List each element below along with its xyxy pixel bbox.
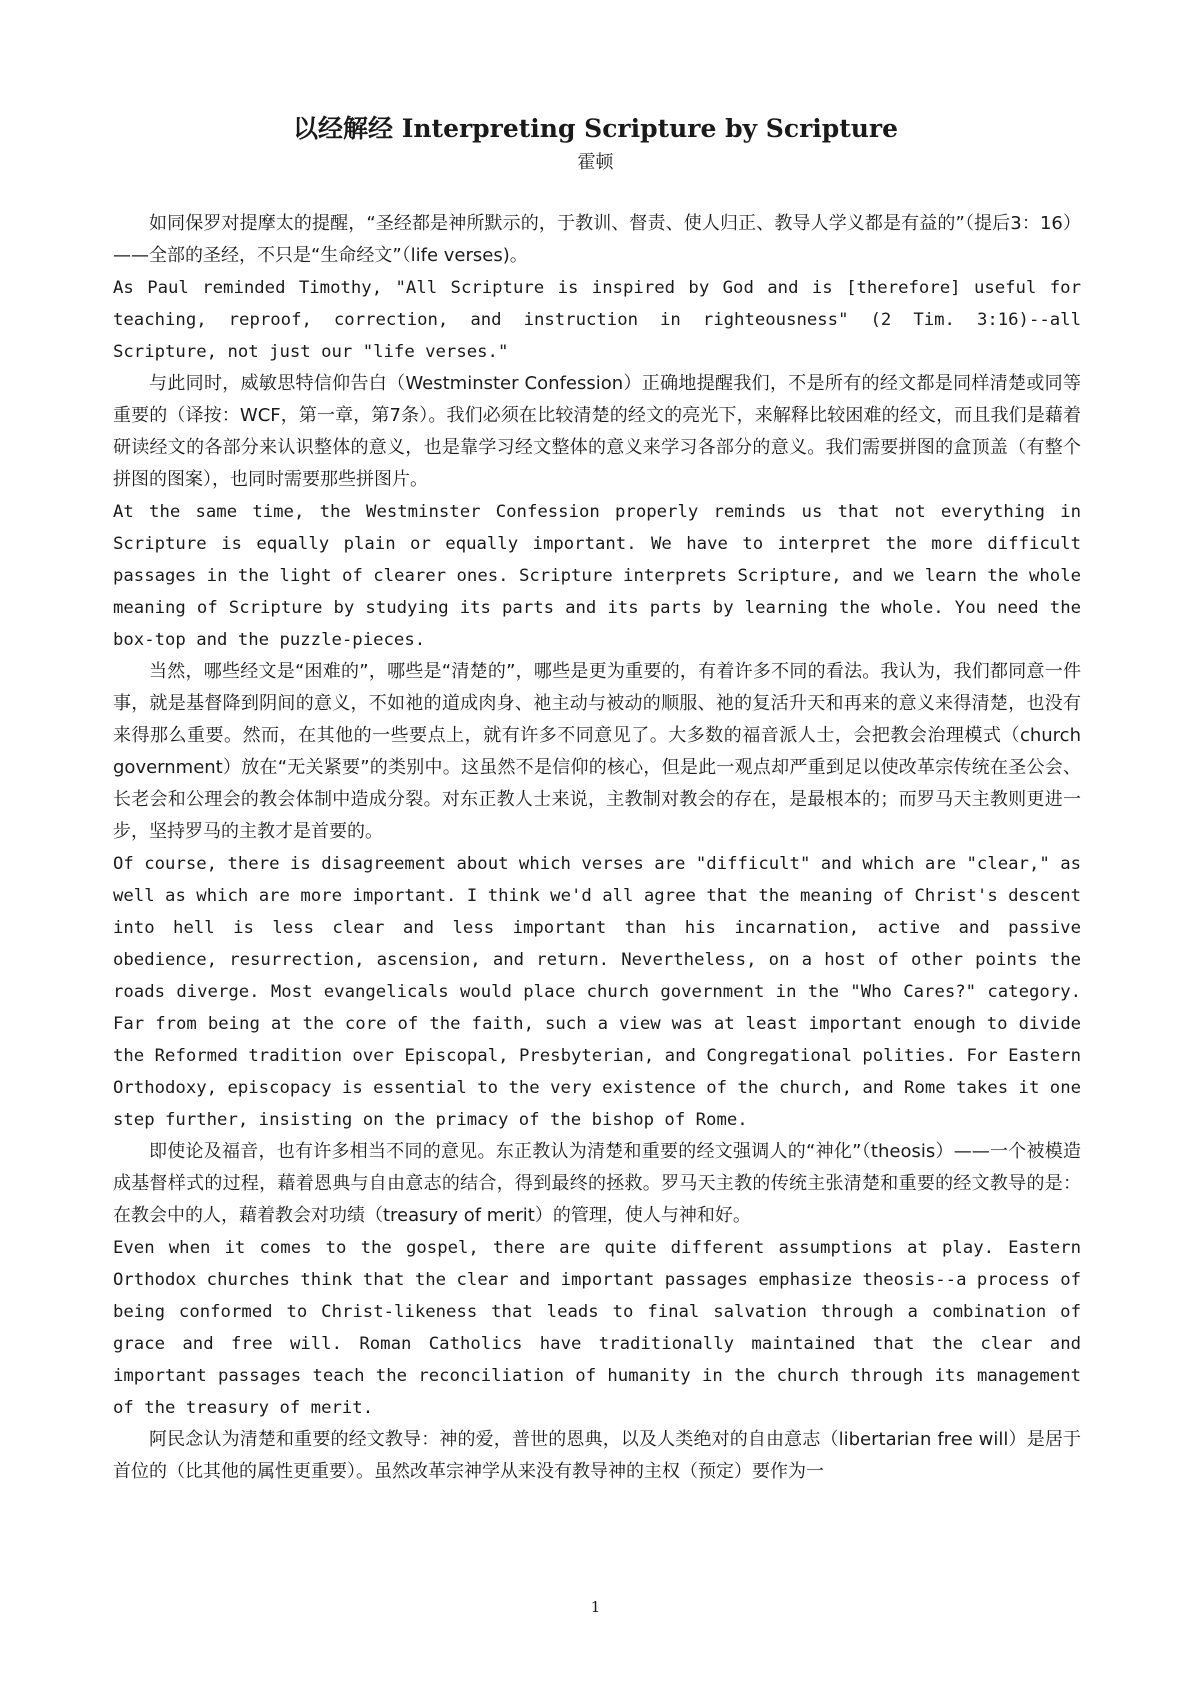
paragraph-chinese: 当然，哪些经文是“困难的”，哪些是“清楚的”，哪些是更为重要的，有着许多不同的看法。我认为，我们都同意一件事，就是基督降到阴间的意义，不如祂的道成肉身、祂主动与被动的顺服、祂的复活升天和再来的意义来得清楚，也没有来得那么重要。然而，在其他的一些要点上，就有许多不同意见了。大多数的福音派人士，会把教会治理模式（church government）放在“无关紧要”的类别中。这虽然不是信仰的核心，但是此一观点却严重到足以使改革宗传统在圣公会、长老会和公理会的教会体制中造成分裂。对东正教人士来说，主教制对教会的存在，是最根本的；而罗马天主教则更进一步，坚持罗马的主教才是首要的。 [113,661,1081,842]
paragraph-english: At the same time, the Westminster Confession properly reminds us that not everything in Scripture is equally plain or equally important. We have to interpret the more difficult passages in the light of clearer ones. Scripture interprets Scripture, and we learn the whole meaning of Scripture by studying its parts and its parts by learning the whole. You need the box-top and the puzzle-pieces. [113,502,1081,650]
paragraph-chinese: 如同保罗对提摩太的提醒，“圣经都是神所默示的，于教训、督责、使人归正、教导人学义都是有益的”（提后3：16）——全部的圣经，不只是“生命经文”（life verses)。 [113,213,1081,266]
paragraph-chinese: 即使论及福音，也有许多相当不同的意见。东正教认为清楚和重要的经文强调人的“神化”（theosis）——一个被模造成基督样式的过程，藉着恩典与自由意志的结合，得到最终的拯救。罗马天主教的传统主张清楚和重要的经文教导的是：在教会中的人，藉着教会对功绩（treasury of merit）的管理，使人与神和好。 [113,1141,1081,1226]
document-header [0,112,1191,176]
document-body [113,208,1081,1488]
paragraph-chinese: 与此同时，威敏思特信仰告白（Westminster Confession）正确地提醒我们，不是所有的经文都是同样清楚或同等重要的（译按：WCF，第一章，第7条）。我们必须在比较清楚的经文的亮光下，来解释比较困难的经文，而且我们是藉着研读经文的各部分来认识整体的意义，也是靠学习经文整体的意义来学习各部分的意义。我们需要拼图的盒顶盖（有整个拼图的图案），也同时需要那些拼图片。 [113,373,1081,490]
paragraph-english: As Paul reminded Timothy, "All Scripture is inspired by God and is [therefore] useful for teaching, reproof, correction, and instruction in righteousness" (2 Tim. 3:16)--all Scripture, not just our "life verses." [113,278,1081,362]
document-title: 以经解经 Interpreting Scripture by Scripture [292,114,899,143]
page-number: 1 [590,1598,601,1616]
paragraph-english: Even when it comes to the gospel, there are quite different assumptions at play. Eastern Orthodox churches think that the clear and important passages emphasize theosis--a process of being conformed to Christ-likeness that leads to final salvation through a combination of grace and free will. Roman Catholics have traditionally maintained that the clear and important passages teach the reconciliation of humanity in the church through its management of the treasury of merit. [113,1238,1081,1418]
document-author: 霍顿 [577,152,614,173]
paragraph-chinese: 阿民念认为清楚和重要的经文教导：神的爱，普世的恩典，以及人类绝对的自由意志（libertarian free will）是居于首位的（比其他的属性更重要）。虽然改革宗神学从来没有教导神的主权（预定）要作为一 [113,1429,1081,1482]
paragraph-english: Of course, there is disagreement about which verses are "difficult" and which are "clear," as well as which are more important. I think we'd all agree that the meaning of Christ's descent into hell is less clear and less important than his incarnation, active and passive obedience, resurrection, ascension, and return. Nevertheless, on a host of other points the roads diverge. Most evangelicals would place church government in the "Who Cares?" category. Far from being at the core of the faith, such a view was at least important enough to divide the Reformed tradition over Episcopal, Presbyterian, and Congregational polities. For Eastern Orthodoxy, episcopacy is essential to the very existence of the church, and Rome takes it one step further, insisting on the primacy of the bishop of Rome. [113,854,1081,1130]
